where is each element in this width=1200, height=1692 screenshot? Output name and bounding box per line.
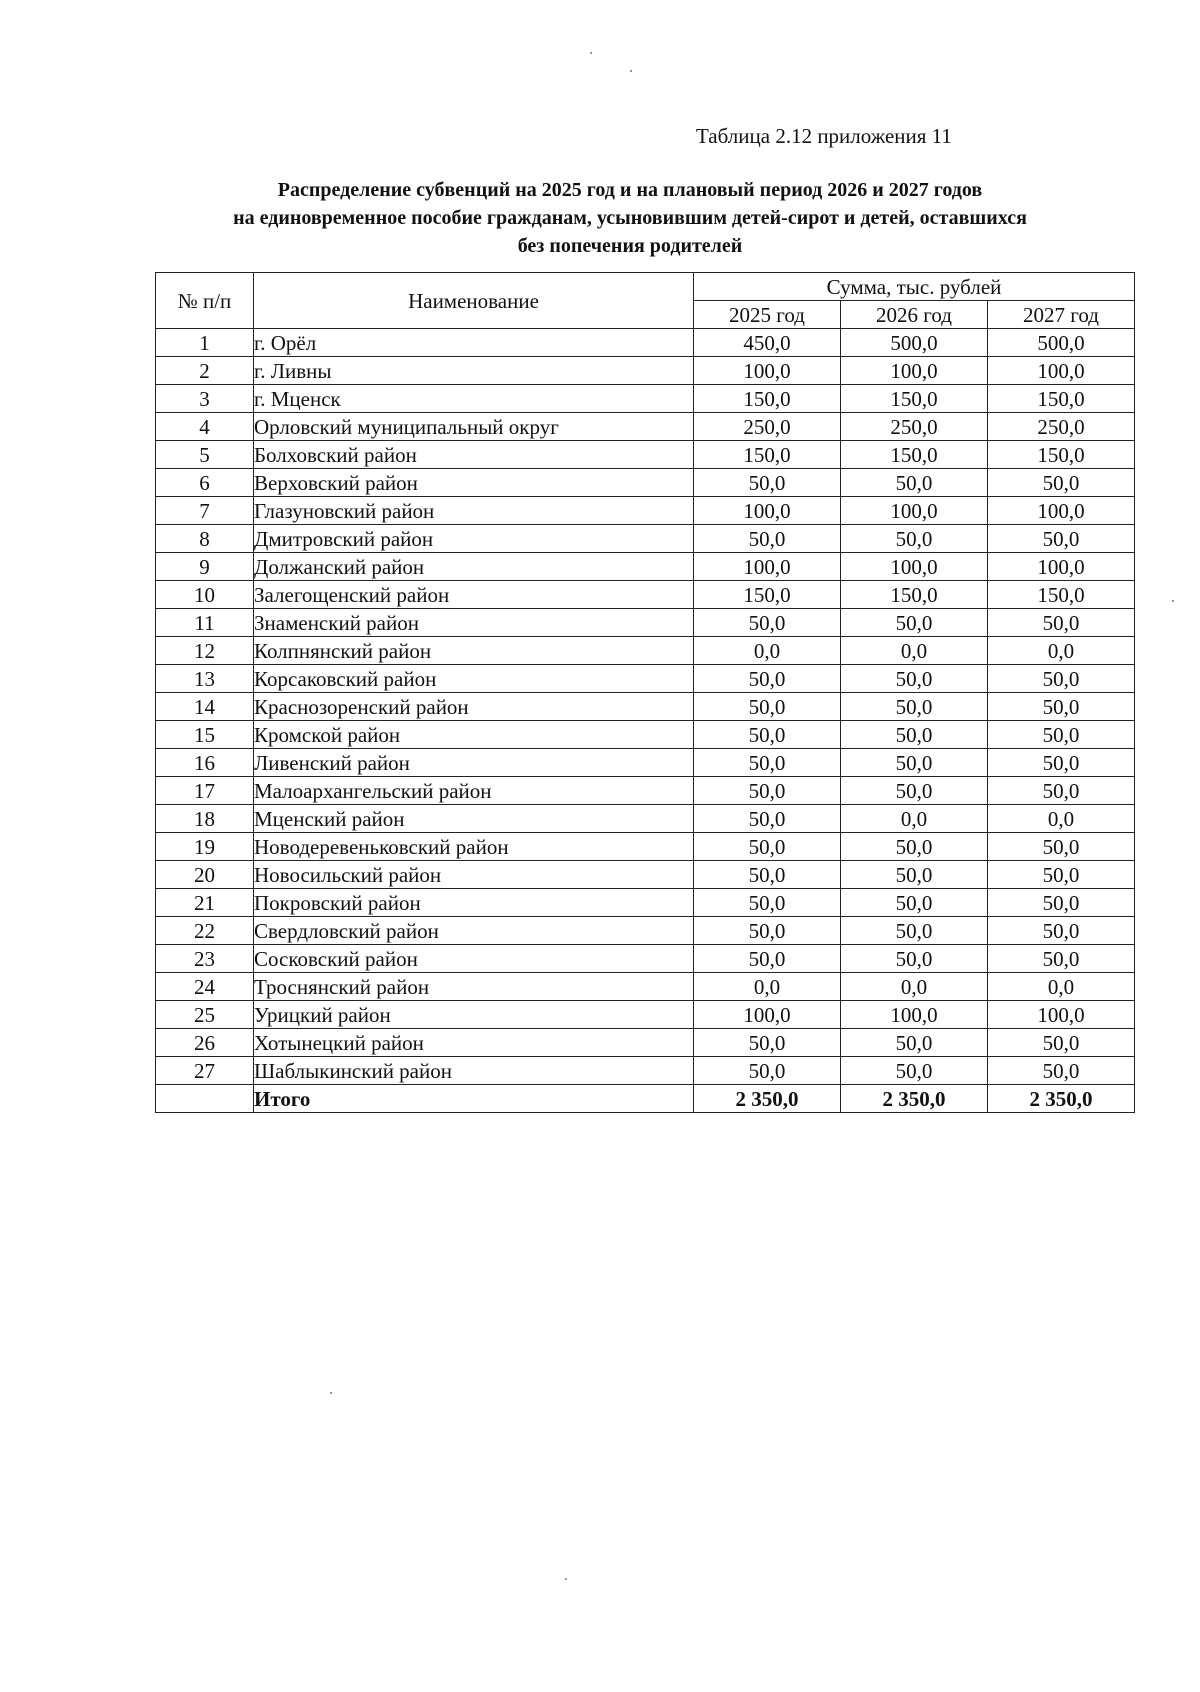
column-header-2025: 2025 год xyxy=(694,301,841,329)
value-2027: 0,0 xyxy=(988,637,1135,665)
scan-speck xyxy=(630,70,632,72)
total-row xyxy=(156,1085,1135,1113)
value-2025: 50,0 xyxy=(694,917,841,945)
value-2027: 50,0 xyxy=(988,665,1135,693)
title-line-1: Распределение субвенций на 2025 год и на плановый период 2026 и 2027 годов xyxy=(277,179,983,201)
value-2026: 100,0 xyxy=(841,497,988,525)
value-2027: 50,0 xyxy=(988,861,1135,889)
table-row xyxy=(156,1001,1135,1029)
table-row xyxy=(156,973,1135,1001)
column-header-sum: Сумма, тыс. рублей xyxy=(694,273,1135,301)
row-name: Корсаковский район xyxy=(254,665,694,693)
value-2025: 450,0 xyxy=(694,329,841,357)
value-2026: 50,0 xyxy=(841,1029,988,1057)
value-2026: 50,0 xyxy=(841,833,988,861)
row-number: 22 xyxy=(156,917,254,945)
table-row xyxy=(156,553,1135,581)
value-2026: 50,0 xyxy=(841,889,988,917)
row-number: 18 xyxy=(156,805,254,833)
value-2026: 0,0 xyxy=(841,805,988,833)
row-name: Залегощенский район xyxy=(254,581,694,609)
value-2025: 100,0 xyxy=(694,357,841,385)
row-number: 12 xyxy=(156,637,254,665)
value-2025: 100,0 xyxy=(694,553,841,581)
value-2026: 50,0 xyxy=(841,917,988,945)
table-row xyxy=(156,665,1135,693)
row-name: Болховский район xyxy=(254,441,694,469)
table-row xyxy=(156,777,1135,805)
row-name: г. Орёл xyxy=(254,329,694,357)
value-2025: 50,0 xyxy=(694,861,841,889)
value-2027: 100,0 xyxy=(988,497,1135,525)
title-line-2: на единовременное пособие гражданам, усыновившим детей-сирот и детей, оставшихся xyxy=(233,207,1027,229)
value-2025: 50,0 xyxy=(694,833,841,861)
row-number: 19 xyxy=(156,833,254,861)
scan-speck xyxy=(565,1578,567,1580)
value-2025: 50,0 xyxy=(694,469,841,497)
value-2027: 150,0 xyxy=(988,581,1135,609)
row-number: 15 xyxy=(156,721,254,749)
value-2027: 50,0 xyxy=(988,917,1135,945)
row-name: Должанский район xyxy=(254,553,694,581)
value-2025: 50,0 xyxy=(694,609,841,637)
row-name: Сосковский район xyxy=(254,945,694,973)
value-2026: 0,0 xyxy=(841,637,988,665)
row-number xyxy=(156,1085,254,1113)
value-2026: 50,0 xyxy=(841,693,988,721)
table-row xyxy=(156,861,1135,889)
row-name: Свердловский район xyxy=(254,917,694,945)
value-2027: 0,0 xyxy=(988,805,1135,833)
table-row xyxy=(156,469,1135,497)
table-row xyxy=(156,917,1135,945)
row-name: г. Ливны xyxy=(254,357,694,385)
value-2026: 150,0 xyxy=(841,581,988,609)
scan-speck xyxy=(330,1392,332,1394)
value-2026: 50,0 xyxy=(841,1057,988,1085)
value-2027: 150,0 xyxy=(988,441,1135,469)
subvention-table xyxy=(155,272,1135,1113)
row-name: Малоархангельский район xyxy=(254,777,694,805)
column-header-2026: 2026 год xyxy=(841,301,988,329)
value-2027: 150,0 xyxy=(988,385,1135,413)
row-number: 21 xyxy=(156,889,254,917)
value-2026: 50,0 xyxy=(841,945,988,973)
row-number: 25 xyxy=(156,1001,254,1029)
value-2027: 50,0 xyxy=(988,525,1135,553)
row-name: Троснянский район xyxy=(254,973,694,1001)
row-name: г. Мценск xyxy=(254,385,694,413)
row-number: 13 xyxy=(156,665,254,693)
value-2025: 50,0 xyxy=(694,1029,841,1057)
column-header-number: № п/п xyxy=(156,273,254,329)
table-row xyxy=(156,385,1135,413)
value-2027: 500,0 xyxy=(988,329,1135,357)
value-2027: 0,0 xyxy=(988,973,1135,1001)
document-title xyxy=(130,176,1130,260)
table-row xyxy=(156,693,1135,721)
row-number: 17 xyxy=(156,777,254,805)
value-2025: 50,0 xyxy=(694,889,841,917)
scan-speck xyxy=(590,52,592,54)
row-name: Знаменский район xyxy=(254,609,694,637)
value-2025: 50,0 xyxy=(694,777,841,805)
row-number: 27 xyxy=(156,1057,254,1085)
table-row xyxy=(156,581,1135,609)
row-number: 6 xyxy=(156,469,254,497)
value-2026: 50,0 xyxy=(841,665,988,693)
value-2027: 250,0 xyxy=(988,413,1135,441)
header-row-1 xyxy=(156,273,1135,301)
value-2025: 50,0 xyxy=(694,693,841,721)
table-row xyxy=(156,441,1135,469)
row-name: Мценский район xyxy=(254,805,694,833)
table-row xyxy=(156,749,1135,777)
table-row xyxy=(156,805,1135,833)
table-body xyxy=(156,329,1135,1113)
row-number: 4 xyxy=(156,413,254,441)
row-name: Новодеревеньковский район xyxy=(254,833,694,861)
value-2027: 50,0 xyxy=(988,721,1135,749)
column-header-name: Наименование xyxy=(254,273,694,329)
row-name: Покровский район xyxy=(254,889,694,917)
row-name: Кромской район xyxy=(254,721,694,749)
row-name: Краснозоренский район xyxy=(254,693,694,721)
table-row xyxy=(156,497,1135,525)
table-row xyxy=(156,721,1135,749)
row-number: 20 xyxy=(156,861,254,889)
table-row xyxy=(156,833,1135,861)
row-number: 10 xyxy=(156,581,254,609)
value-2025: 0,0 xyxy=(694,637,841,665)
row-name: Орловский муниципальный округ xyxy=(254,413,694,441)
value-2026: 50,0 xyxy=(841,469,988,497)
row-name: Новосильский район xyxy=(254,861,694,889)
row-name: Шаблыкинский район xyxy=(254,1057,694,1085)
table-row xyxy=(156,413,1135,441)
value-2025: 150,0 xyxy=(694,581,841,609)
value-2027: 50,0 xyxy=(988,1057,1135,1085)
value-2025: 50,0 xyxy=(694,945,841,973)
value-2025: 50,0 xyxy=(694,749,841,777)
value-2026: 50,0 xyxy=(841,777,988,805)
row-number: 7 xyxy=(156,497,254,525)
row-number: 5 xyxy=(156,441,254,469)
value-2027: 50,0 xyxy=(988,1029,1135,1057)
table-row xyxy=(156,1057,1135,1085)
value-2025: 250,0 xyxy=(694,413,841,441)
value-2026: 0,0 xyxy=(841,973,988,1001)
row-name: Колпнянский район xyxy=(254,637,694,665)
row-name: Дмитровский район xyxy=(254,525,694,553)
table-header xyxy=(156,273,1135,329)
value-2026: 100,0 xyxy=(841,1001,988,1029)
value-2027: 50,0 xyxy=(988,749,1135,777)
value-2026: 50,0 xyxy=(841,525,988,553)
value-2026: 150,0 xyxy=(841,441,988,469)
row-name: Итого xyxy=(254,1085,694,1113)
scan-speck xyxy=(1172,600,1174,602)
value-2025: 50,0 xyxy=(694,805,841,833)
value-2026: 50,0 xyxy=(841,861,988,889)
value-2027: 100,0 xyxy=(988,357,1135,385)
table-row xyxy=(156,525,1135,553)
row-name: Урицкий район xyxy=(254,1001,694,1029)
row-number: 9 xyxy=(156,553,254,581)
value-2025: 50,0 xyxy=(694,665,841,693)
value-2026: 500,0 xyxy=(841,329,988,357)
title-line-3: без попечения родителей xyxy=(517,235,743,257)
value-2026: 100,0 xyxy=(841,553,988,581)
value-2027: 2 350,0 xyxy=(988,1085,1135,1113)
value-2025: 50,0 xyxy=(694,1057,841,1085)
value-2027: 50,0 xyxy=(988,945,1135,973)
row-number: 23 xyxy=(156,945,254,973)
table-row xyxy=(156,1029,1135,1057)
value-2025: 100,0 xyxy=(694,1001,841,1029)
value-2026: 50,0 xyxy=(841,749,988,777)
value-2027: 50,0 xyxy=(988,609,1135,637)
value-2027: 50,0 xyxy=(988,469,1135,497)
value-2025: 100,0 xyxy=(694,497,841,525)
row-number: 24 xyxy=(156,973,254,1001)
row-number: 26 xyxy=(156,1029,254,1057)
value-2026: 150,0 xyxy=(841,385,988,413)
row-name: Верховский район xyxy=(254,469,694,497)
value-2025: 50,0 xyxy=(694,525,841,553)
value-2025: 150,0 xyxy=(694,385,841,413)
value-2027: 50,0 xyxy=(988,777,1135,805)
value-2026: 2 350,0 xyxy=(841,1085,988,1113)
value-2026: 50,0 xyxy=(841,609,988,637)
value-2026: 250,0 xyxy=(841,413,988,441)
row-name: Хотынецкий район xyxy=(254,1029,694,1057)
row-number: 2 xyxy=(156,357,254,385)
value-2025: 50,0 xyxy=(694,721,841,749)
value-2025: 0,0 xyxy=(694,973,841,1001)
row-number: 1 xyxy=(156,329,254,357)
table-row xyxy=(156,609,1135,637)
column-header-2027: 2027 год xyxy=(988,301,1135,329)
row-number: 11 xyxy=(156,609,254,637)
row-number: 16 xyxy=(156,749,254,777)
table-row xyxy=(156,889,1135,917)
value-2025: 2 350,0 xyxy=(694,1085,841,1113)
value-2025: 150,0 xyxy=(694,441,841,469)
value-2027: 50,0 xyxy=(988,833,1135,861)
row-number: 3 xyxy=(156,385,254,413)
value-2027: 100,0 xyxy=(988,1001,1135,1029)
value-2027: 50,0 xyxy=(988,693,1135,721)
value-2027: 50,0 xyxy=(988,889,1135,917)
table-row xyxy=(156,637,1135,665)
row-number: 8 xyxy=(156,525,254,553)
table-row xyxy=(156,357,1135,385)
row-number: 14 xyxy=(156,693,254,721)
table-row xyxy=(156,329,1135,357)
row-name: Ливенский район xyxy=(254,749,694,777)
table-reference: Таблица 2.12 приложения 11 xyxy=(696,124,952,148)
row-name: Глазуновский район xyxy=(254,497,694,525)
table-row xyxy=(156,945,1135,973)
value-2026: 50,0 xyxy=(841,721,988,749)
value-2026: 100,0 xyxy=(841,357,988,385)
value-2027: 100,0 xyxy=(988,553,1135,581)
